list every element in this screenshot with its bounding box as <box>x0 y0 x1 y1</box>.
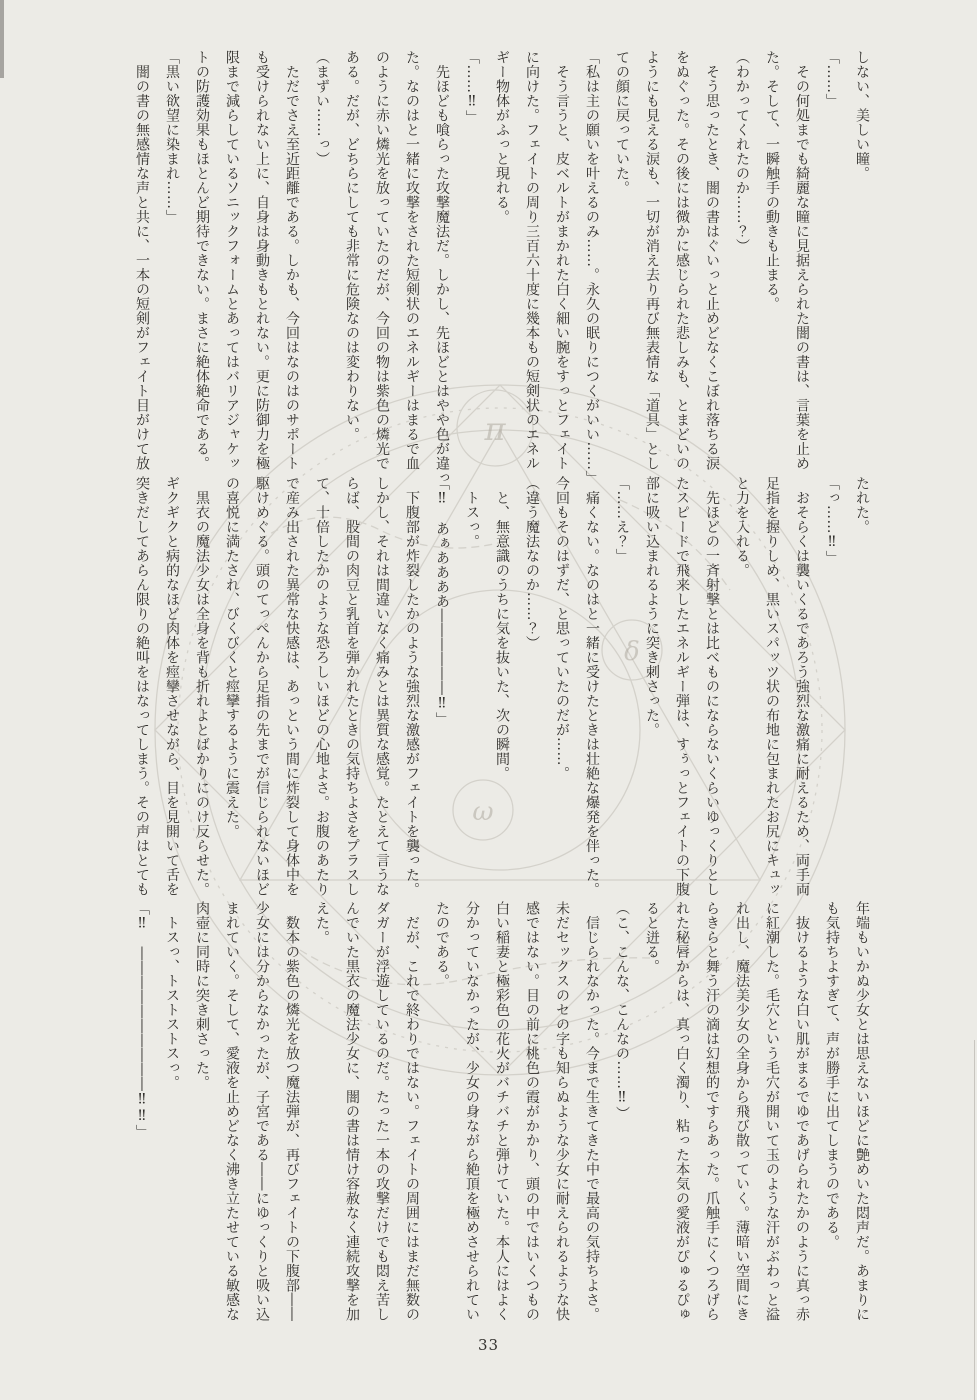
text-column: そう言うと、皮ベルトがまかれた白く細い腕をすっとフェイト <box>554 50 570 471</box>
text-column: 「……え？」 <box>614 476 630 563</box>
text-section-bottom <box>127 901 877 1333</box>
text-column: 未だセックスのセの字も知らぬような少女に耐えられるような快 <box>554 901 570 1322</box>
text-column: ある。だが、どちらにしても非常に危険なのは変わりない。 <box>344 50 360 442</box>
text-column: た。そして、一瞬触手の動きも止まる。 <box>764 50 780 311</box>
text-column: （こ、こんな、こんなの……‼） <box>614 901 630 1121</box>
text-column: の喜悦に満たされ、びくびくと痙攣するように震えた。 <box>224 476 240 839</box>
text-column: 抜けるような白い肌がまるでゆであげられたかのように真っ赤 <box>794 901 810 1322</box>
text-column: ギクギクと病的なほど肉体を痙攣させながら、目を見開いて舌を <box>164 476 180 897</box>
text-column: 「っ……‼」 <box>824 476 840 565</box>
text-column: 先ほども喰らった攻撃魔法だ。しかし、先ほどとはやや色が違っ <box>434 50 450 485</box>
text-column: そう思ったとき、闇の書はぐいっと止めどなくこぼれ落ちる涙 <box>704 50 720 471</box>
text-column: 「‼ あぁああああ――――――‼」 <box>434 476 450 727</box>
text-column: だが、これで終わりではない。フェイトの周囲にはまだ無数の <box>404 901 420 1322</box>
text-column: んでいた黒衣の魔法少女に、闇の書は情け容赦なく連続攻撃を加 <box>344 901 360 1322</box>
text-section-top <box>127 50 877 485</box>
text-column: 分かっていなかったが、少女の身ながら絶頂を極めさせられてい <box>464 901 480 1322</box>
text-column: れた秘唇からは、真っ白く濁り、粘った本気の愛液がぴゅるぴゅ <box>674 901 690 1322</box>
delta-symbol: δ <box>624 637 640 667</box>
pi-symbol: π <box>484 410 506 448</box>
text-column: て、十倍したかのような恐ろしいほどの心地よさ。お腹のあたり <box>314 476 330 897</box>
text-column: と力を入れる。 <box>734 476 750 578</box>
text-column: 闇の書の無感情な声と共に、一本の短剣がフェイト目がけて放 <box>134 50 150 471</box>
text-column: ギー物体がふっと現れる。 <box>494 50 510 224</box>
text-column: 「‼ ――――――――――‼‼」 <box>134 901 150 1139</box>
text-column: （まずい……っ） <box>314 50 330 166</box>
text-column: 突きだしてあらん限りの絶叫をはなってしまう。その声はとても <box>134 476 150 897</box>
text-column: 信じられなかった。今まで生きてきた中で最高の気持ちよさ。 <box>584 901 600 1322</box>
text-column: 痛くない。なのはと一緒に受けたときは壮絶な爆発を伴った。 <box>584 476 600 897</box>
scan-artifact-left-edge <box>0 0 4 78</box>
text-column: のように赤い燐光を放っていたのだが、今回の物は紫色の燐光で <box>374 50 390 471</box>
text-column: をぬぐった。その後には微かに感じられた悲しみも、とまどいの <box>674 50 690 471</box>
text-column: 年端もいかぬ少女とは思えないほどに艶めいた悶声だ。あまりに <box>854 901 870 1322</box>
text-column: ての顔に戻っていた。 <box>614 50 630 195</box>
scan-artifact-right-edge <box>974 1040 975 1400</box>
text-column: も気持ちよすぎて、声が勝手に出てしまうのである。 <box>824 901 840 1249</box>
text-column: その何処までも綺麗な瞳に見据えられた闇の書は、言葉を止め <box>794 50 810 471</box>
text-column: （わかってくれたのか……？） <box>734 50 750 253</box>
text-column: と、無意識のうちに気を抜いた、次の瞬間。 <box>494 476 510 781</box>
text-column: れ出し、魔法美少女の全身から飛び散っていく。薄暗い空間にき <box>734 901 750 1322</box>
text-column: おそらくは襲いくるであろう強烈な激痛に耐えるため、両手両 <box>794 476 810 897</box>
text-column: 黒衣の魔法少女は全身を背も折れよとばかりにのけ反らせた。 <box>194 476 210 897</box>
text-column: ようにも見える涙も、一切が消え去り再び無表情な「道具」とし <box>644 50 660 471</box>
omega-symbol: ω <box>472 797 494 827</box>
text-column: ただでさえ至近距離である。しかも、今回はなのはのサポート <box>284 50 300 471</box>
text-column: 少女には分からなかったが、子宮である――にゆっくりと吸い込 <box>254 901 270 1322</box>
text-column: 「私は主の願いを叶えるのみ……。永久の眠りにつくがいい……」 <box>584 50 600 485</box>
text-column: まれていく。そして、愛液を止めどなく沸き立たせている敏感な <box>224 901 240 1322</box>
text-column: たのである。 <box>434 901 450 988</box>
text-column: ると迸る。 <box>644 901 660 974</box>
text-column: 「黒い欲望に染まれ……」 <box>164 50 180 224</box>
text-column: に紅潮した。毛穴という毛穴が開いて玉のような汗がぶわっと溢 <box>764 901 780 1322</box>
text-column: しかし、それは間違いなく痛みとは異質な感覚。たとえて言うな <box>374 476 390 897</box>
text-column: らば、股間の肉豆と乳首を弾かれたときの気持ちよさをプラスし <box>344 476 360 897</box>
text-column: たれた。 <box>854 476 870 534</box>
text-column: 「……‼」 <box>464 50 480 125</box>
text-column: 限まで減らしているソニックフォームとあってはバリアジャケッ <box>224 50 240 471</box>
text-column: 足指を握りしめ、黒いスパッツ状の布地に包まれたお尻にキュッ <box>764 476 780 897</box>
text-column: 白い稲妻と極彩色の花火がバチバチと弾けていた。本人にはよく <box>494 901 510 1322</box>
text-column: に向けた。フェイトの周り三百六十度に幾本もの短剣状のエネル <box>524 50 540 471</box>
text-section-middle <box>127 476 877 898</box>
text-column: （違う魔法なのか……？） <box>524 476 540 650</box>
text-column: えた。 <box>314 901 330 945</box>
text-column: トスっ。 <box>464 476 480 549</box>
text-column: 駆けめぐる。頭のてっぺんから足指の先までが信じられないほど <box>254 476 270 897</box>
text-column: た。なのはと一緒に攻撃をされた短剣状のエネルギーはまるで血 <box>404 50 420 471</box>
text-column: 先ほどの一斉射撃とは比べものにならないくらいゆっくりとし <box>704 476 720 897</box>
text-column: 数本の紫色の燐光を放つ魔法弾が、再びフェイトの下腹部―― <box>284 901 300 1322</box>
text-column: 今回もそのはずだ、と思っていたのだが……。 <box>554 476 570 781</box>
text-column: 部に吸い込まれるように突き刺さった。 <box>644 476 660 737</box>
text-column: ダガーが浮遊しているのだ。たった一本の攻撃だけでも悶え苦し <box>374 901 390 1322</box>
text-column: も受けられない上に、自身は身動きもとれない。更に防御力を極 <box>254 50 270 471</box>
text-column: で産み出された異常な快感は、あっという間に炸裂して身体中を <box>284 476 300 897</box>
page-number: 33 <box>477 1336 500 1354</box>
text-column: たスピードで飛来したエネルギー弾は、すぅっとフェイトの下腹 <box>674 476 690 897</box>
text-column: トスっ、トストストスっ。 <box>164 901 180 1090</box>
text-column: 「……」 <box>824 50 840 108</box>
text-column: 感ではない。目の前に桃色の霞がかかり、頭の中ではいくつもの <box>524 901 540 1322</box>
text-column: トの防護効果もほとんど期待できない。まさに絶体絶命である。 <box>194 50 210 471</box>
text-column: 下腹部が炸裂したかのような強烈な激感がフェイトを襲った。 <box>404 476 420 897</box>
text-column: らきらと舞う汗の滴は幻想的ですらあった。爪触手にくつろげら <box>704 901 720 1322</box>
text-column: 肉壺に同時に突き刺さった。 <box>194 901 210 1090</box>
text-column: しない、美しい瞳。 <box>854 50 870 181</box>
